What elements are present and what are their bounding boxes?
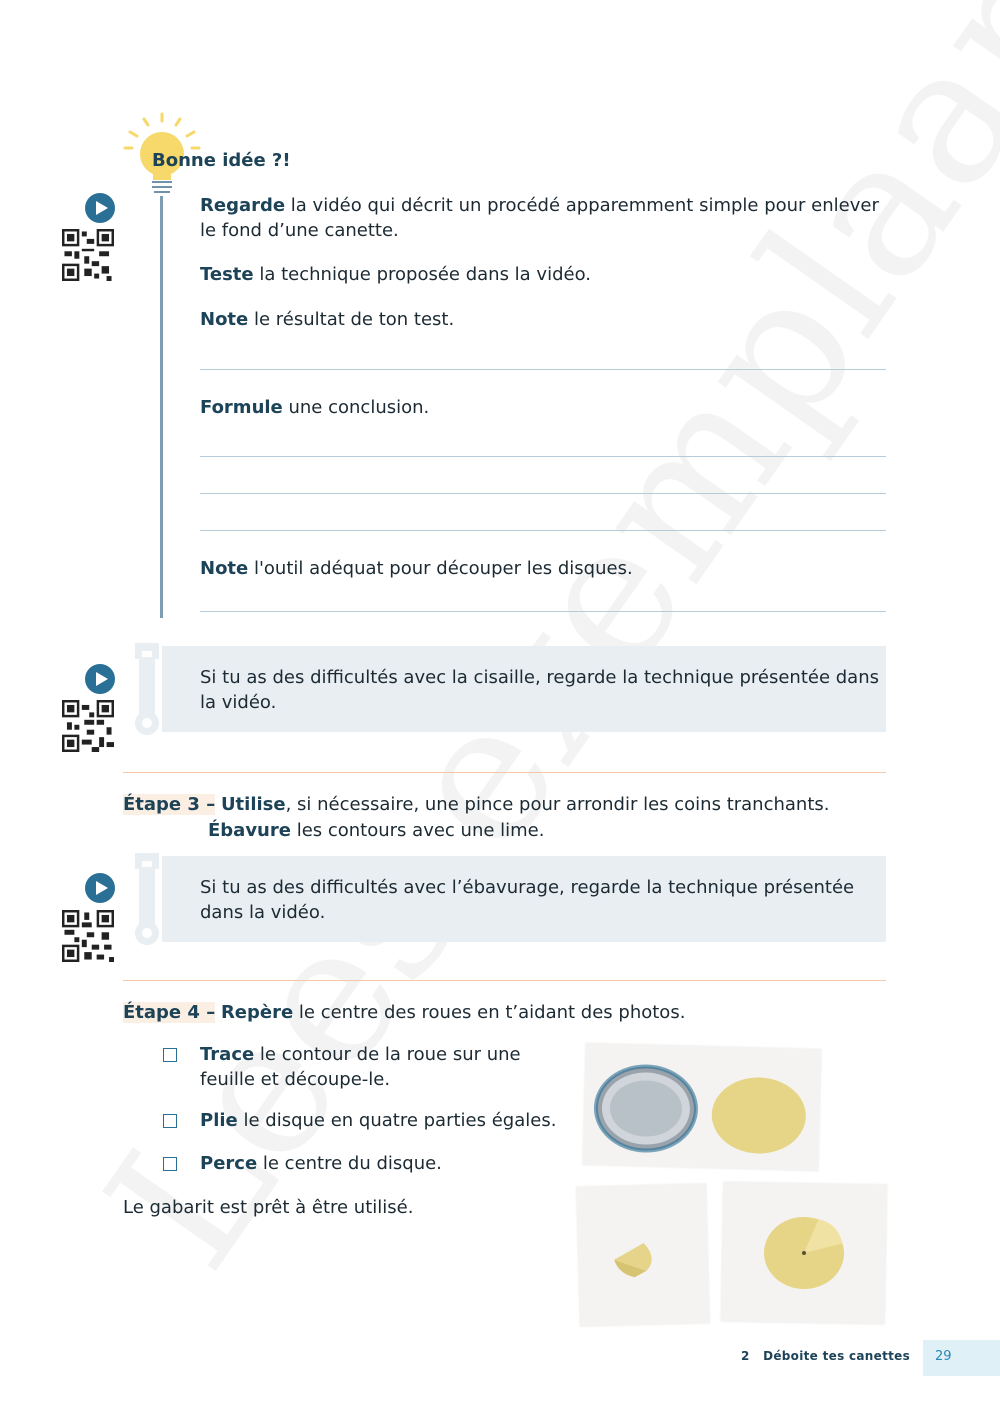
qr-code-icon[interactable] [62, 910, 114, 962]
checkbox[interactable] [163, 1157, 177, 1171]
instruction-note: Note le résultat de ton test. [200, 309, 455, 330]
wrench-icon [129, 643, 165, 735]
instruction-regarde: Regarde la vidéo qui décrit un procédé apparemment simple pour enlever le fond d’une canette. [200, 195, 879, 241]
answer-line[interactable] [200, 530, 886, 531]
etape-4: Étape 4 – Repère le centre des roues en t’aidant des photos. [123, 1002, 686, 1023]
etape-3-line-2: Ébavure les contours avec une lime. [208, 820, 545, 841]
can-and-disc-image [582, 1043, 821, 1171]
step-trace: Trace le contour de la roue sur une feuille et découpe-le. [200, 1044, 521, 1090]
tip-text: Si tu as des difficultés avec la cisaille, regarde la technique présentée dans la vidéo. [200, 667, 879, 713]
answer-line[interactable] [200, 493, 886, 494]
etape-label: Étape 3 – [123, 794, 216, 815]
instruction-note-outil: Note l'outil adéquat pour découper les disques. [200, 558, 633, 579]
play-video-icon[interactable] [85, 664, 115, 694]
instruction-formule: Formule une conclusion. [200, 397, 430, 418]
answer-line[interactable] [200, 369, 886, 370]
checkbox[interactable] [163, 1114, 177, 1128]
answer-line[interactable] [200, 456, 886, 457]
footer-chapter [741, 1349, 910, 1363]
answer-line[interactable] [200, 611, 886, 612]
checkbox[interactable] [163, 1048, 177, 1062]
photo-pierced-disc [721, 1182, 887, 1325]
step-perce: Perce le centre du disque. [200, 1153, 442, 1174]
pierced-disc-image [721, 1182, 887, 1325]
etape-label: Étape 4 – [123, 1002, 216, 1023]
qr-code-icon[interactable] [62, 700, 114, 752]
photo-can-and-disc [582, 1043, 821, 1171]
idea-vertical-line [160, 196, 163, 618]
chapter-number: 2 [741, 1349, 750, 1363]
section-separator [123, 772, 886, 773]
wrench-icon [129, 853, 165, 945]
qr-code-icon[interactable] [62, 229, 114, 281]
chapter-title: Déboite tes canettes [763, 1349, 911, 1363]
etape-3: Étape 3 – Utilise, si nécessaire, une pince pour arrondir les coins tranchants. [123, 794, 830, 815]
section-separator [123, 980, 886, 981]
play-video-icon[interactable] [85, 193, 115, 223]
play-video-icon[interactable] [85, 873, 115, 903]
folded-disc-image [576, 1183, 710, 1326]
idea-title: Bonne idée ?! [152, 150, 291, 171]
conclusion-text: Le gabarit est prêt à être utilisé. [123, 1197, 414, 1218]
tip-box [162, 856, 886, 942]
photo-folded-disc [576, 1183, 710, 1326]
page-number: 29 [935, 1349, 952, 1364]
step-plie: Plie le disque en quatre parties égales. [200, 1110, 557, 1131]
tip-text: Si tu as des difficultés avec l’ébavurage, regarde la technique présentée dans la vidéo. [200, 877, 855, 923]
tip-box [162, 646, 886, 732]
instruction-teste: Teste la technique proposée dans la vidéo. [200, 264, 591, 285]
